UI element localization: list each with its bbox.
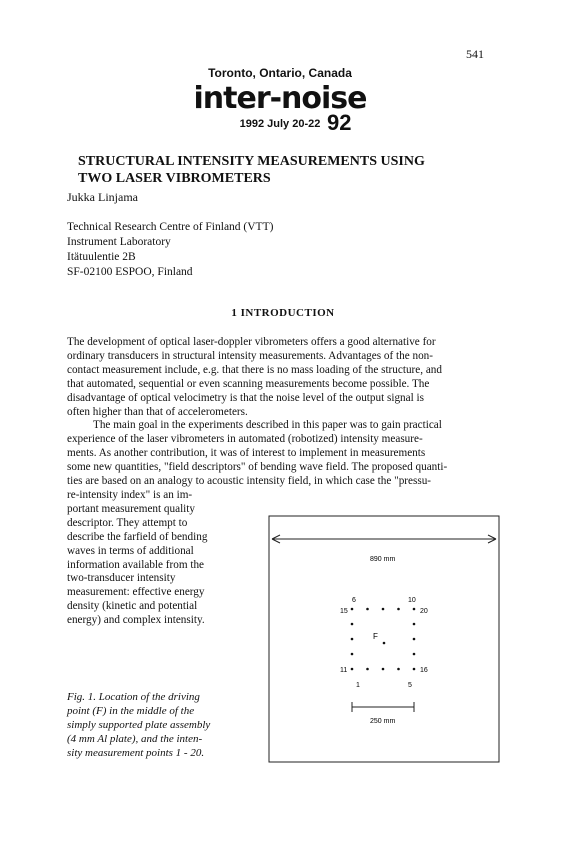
point-label: 10 bbox=[408, 597, 416, 604]
conference-date-text: 1992 July 20-22 bbox=[239, 118, 321, 130]
point-label: 16 bbox=[420, 667, 428, 674]
measurement-point bbox=[366, 668, 369, 671]
measurement-point bbox=[397, 608, 400, 611]
conference-dates bbox=[180, 110, 380, 135]
measurement-point bbox=[366, 608, 369, 611]
measurement-point bbox=[413, 653, 416, 656]
caption-line: sity measurement points 1 - 20. bbox=[67, 747, 205, 759]
measurement-point bbox=[351, 608, 354, 611]
point-label: 20 bbox=[420, 608, 428, 615]
plate-outline bbox=[269, 516, 499, 762]
conference-location: Toronto, Ontario, Canada bbox=[208, 66, 352, 80]
measurement-point bbox=[397, 668, 400, 671]
point-label: 11 bbox=[340, 667, 348, 674]
measurement-point bbox=[413, 638, 416, 641]
affiliation bbox=[67, 220, 273, 280]
measurement-point bbox=[351, 653, 354, 656]
title-line: TWO LASER VIBROMETERS bbox=[78, 171, 271, 186]
caption-line: Fig. 1. Location of the driving bbox=[67, 691, 200, 703]
text-line: that automated, sequential or even scanning measurements become possible. The bbox=[67, 377, 430, 390]
paragraph-introduction-2 bbox=[67, 419, 497, 489]
caption-line: simply supported plate assembly bbox=[67, 719, 211, 731]
affiliation-line: Instrument Laboratory bbox=[67, 236, 171, 248]
conference-year-mark: 92 bbox=[327, 110, 352, 135]
text-line: often higher than that of accelerometers. bbox=[67, 405, 248, 418]
point-label: 15 bbox=[340, 608, 348, 615]
text-line: two-transducer intensity bbox=[67, 572, 176, 585]
text-line: measurement: effective energy bbox=[67, 586, 205, 599]
caption-line: point (F) in the middle of the bbox=[67, 705, 195, 717]
title-line: STRUCTURAL INTENSITY MEASUREMENTS USING bbox=[78, 154, 425, 169]
drive-point bbox=[383, 642, 386, 645]
point-label: 1 bbox=[356, 682, 360, 689]
paper-title bbox=[78, 153, 425, 187]
text-line: experience of the laser vibrometers in automated (robotized) intensity measure- bbox=[67, 432, 423, 445]
measurement-point bbox=[382, 668, 385, 671]
paragraph-introduction-2-continued bbox=[67, 489, 252, 628]
point-label: 6 bbox=[352, 597, 356, 604]
paragraph-introduction-1 bbox=[67, 336, 497, 419]
author-name: Jukka Linjama bbox=[67, 190, 138, 204]
force-point-label: F bbox=[373, 632, 378, 641]
measurement-point bbox=[413, 668, 416, 671]
text-line: information available from the bbox=[67, 558, 204, 571]
conference-header bbox=[180, 66, 380, 135]
text-line: disadvantage of optical velocimetry is that the noise level of the output signal is bbox=[67, 391, 424, 404]
affiliation-line: Itätuulentie 2B bbox=[67, 251, 136, 263]
text-line: ments. As another contribution, it was of interest to implement in measurements bbox=[67, 446, 426, 459]
text-line: energy) and complex intensity. bbox=[67, 614, 205, 627]
text-line: density (kinetic and potential bbox=[67, 600, 198, 613]
plate-figure bbox=[268, 515, 500, 763]
caption-line: (4 mm Al plate), and the inten- bbox=[67, 733, 203, 745]
measurement-point bbox=[382, 608, 385, 611]
text-line: descriptor. They attempt to bbox=[67, 516, 188, 529]
figure-caption bbox=[67, 690, 242, 760]
affiliation-line: SF-02100 ESPOO, Finland bbox=[67, 266, 193, 278]
measurement-points bbox=[351, 608, 416, 671]
measurement-point bbox=[413, 608, 416, 611]
section-heading: 1 INTRODUCTION bbox=[231, 307, 335, 319]
text-line: contact measurement include, e.g. that there is no mass loading of the structure, and bbox=[67, 363, 442, 376]
text-line: The main goal in the experiments described in this paper was to gain practical bbox=[93, 419, 442, 431]
text-line: re-intensity index" is an im- bbox=[67, 489, 193, 501]
measurement-point bbox=[413, 623, 416, 626]
conference-logo: inter-noise bbox=[193, 81, 367, 116]
measurement-point bbox=[351, 668, 354, 671]
text-line: waves in terms of additional bbox=[67, 544, 194, 557]
affiliation-line: Technical Research Centre of Finland (VTT) bbox=[67, 221, 274, 233]
text-line: portant measurement quality bbox=[67, 502, 195, 515]
text-line: describe the farfield of bending bbox=[67, 530, 208, 543]
page-number: 541 bbox=[466, 47, 484, 61]
text-line: some new quantities, "field descriptors" of bending wave field. The proposed quanti- bbox=[67, 460, 448, 473]
text-line: The development of optical laser-doppler vibrometers offers a good alternative for bbox=[67, 336, 436, 348]
measurement-point bbox=[351, 623, 354, 626]
text-line: ordinary transducers in structural intensity measurements. Advantages of the non- bbox=[67, 349, 433, 362]
scale-label: 250 mm bbox=[370, 718, 396, 725]
text-line: ties are based on an analogy to acoustic intensity field, in which case the "pressu- bbox=[67, 474, 432, 487]
width-label: 890 mm bbox=[370, 556, 396, 563]
point-label: 5 bbox=[408, 682, 412, 689]
measurement-point bbox=[351, 638, 354, 641]
